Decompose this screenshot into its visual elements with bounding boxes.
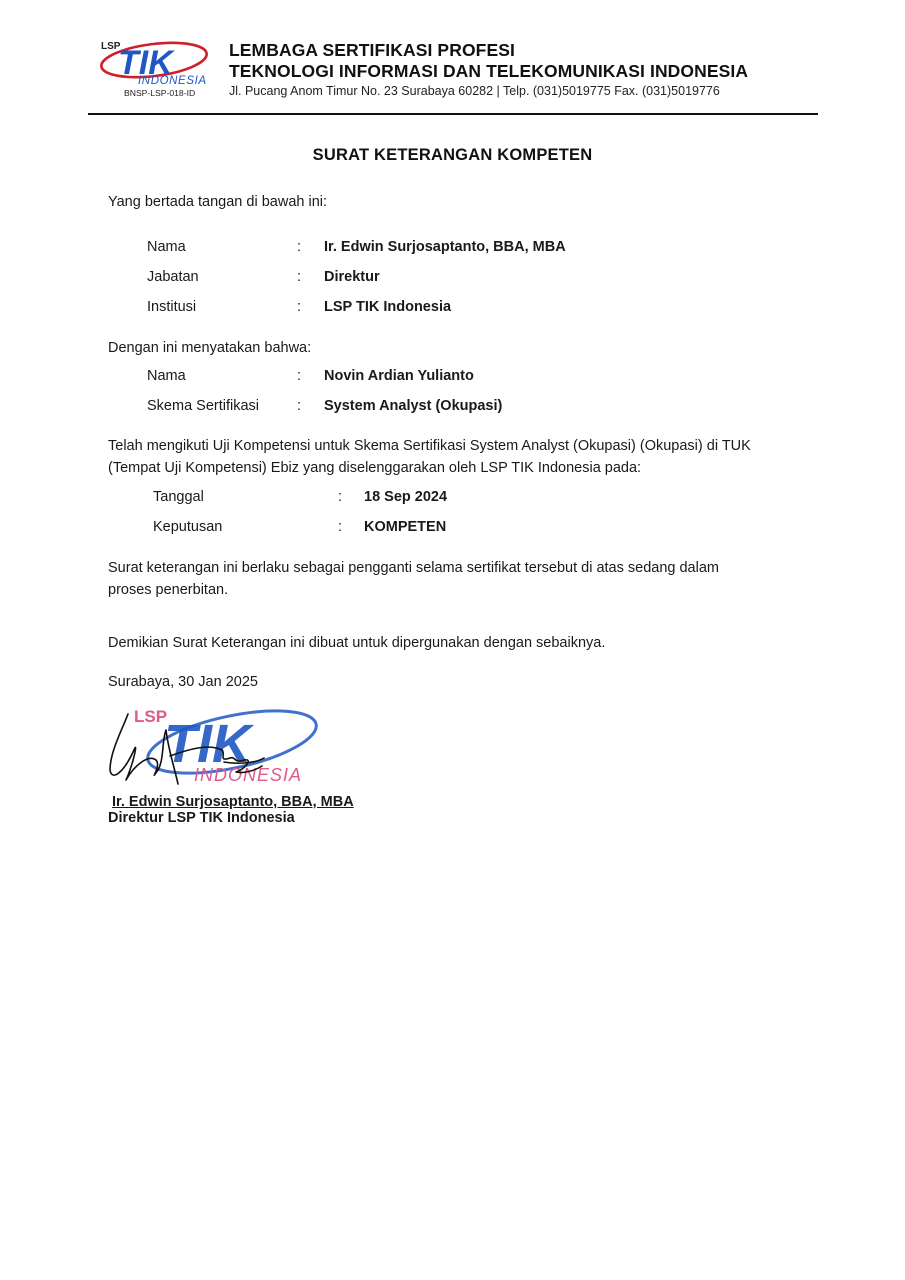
validity-paragraph bbox=[108, 557, 719, 601]
validity-paragraph-line2: proses penerbitan. bbox=[108, 582, 229, 598]
stamp-tik-text: TIK bbox=[164, 714, 251, 774]
exam-paragraph-line1: Telah mengikuti Uji Kompetensi untuk Skema Sertifikasi System Analyst (Okupasi) (Okupasi) di TUK bbox=[108, 438, 751, 454]
place-date: Surabaya, 30 Jan 2025 bbox=[108, 674, 258, 690]
row-colon: : bbox=[297, 239, 302, 255]
stamp-indonesia-text: INDONESIA bbox=[194, 765, 303, 785]
lsp-tik-logo bbox=[98, 36, 218, 102]
document-title: SURAT KETERANGAN KOMPETEN bbox=[312, 146, 593, 164]
signer-name: Ir. Edwin Surjosaptanto, BBA, MBA bbox=[112, 794, 354, 810]
signature-stamp bbox=[104, 700, 334, 798]
header-divider bbox=[88, 113, 818, 115]
org-address: Jl. Pucang Anom Timur No. 23 Surabaya 60282 | Telp. (031)5019775 Fax. (031)5019776 bbox=[229, 84, 720, 98]
logo-tik-text: TIK bbox=[118, 44, 173, 82]
row-label: Institusi bbox=[147, 299, 197, 315]
row-colon: : bbox=[297, 398, 302, 414]
logo-bnsp-code: BNSP-LSP-018-ID bbox=[124, 88, 196, 98]
exam-paragraph bbox=[108, 435, 751, 479]
row-label: Nama bbox=[147, 368, 186, 384]
org-name-line2: TEKNOLOGI INFORMASI DAN TELEKOMUNIKASI INDONESIA bbox=[229, 61, 749, 81]
organization-block bbox=[229, 40, 748, 99]
stamp-lsp-text: LSP bbox=[134, 707, 168, 726]
row-label: Keputusan bbox=[153, 519, 223, 535]
row-label: Nama bbox=[147, 239, 186, 255]
row-value: Novin Ardian Yulianto bbox=[324, 368, 474, 384]
statement-text: Dengan ini menyatakan bahwa: bbox=[108, 340, 312, 356]
logo-indonesia-text: INDONESIA bbox=[138, 75, 207, 87]
row-label: Tanggal bbox=[153, 489, 204, 505]
row-colon: : bbox=[297, 299, 302, 315]
row-value: LSP TIK Indonesia bbox=[324, 299, 452, 315]
intro-text: Yang bertada tangan di bawah ini: bbox=[108, 194, 328, 210]
validity-paragraph-line1: Surat keterangan ini berlaku sebagai pengganti selama sertifikat tersebut di atas sedang dalam bbox=[108, 560, 719, 576]
row-value: Ir. Edwin Surjosaptanto, BBA, MBA bbox=[324, 239, 566, 255]
signer-title: Direktur LSP TIK Indonesia bbox=[108, 810, 295, 826]
closing-text: Demikian Surat Keterangan ini dibuat untuk dipergunakan dengan sebaiknya. bbox=[108, 635, 606, 651]
row-colon: : bbox=[338, 489, 343, 505]
row-value: KOMPETEN bbox=[364, 519, 447, 535]
row-colon: : bbox=[338, 519, 343, 535]
exam-paragraph-line2: (Tempat Uji Kompetensi) Ebiz yang diselenggarakan oleh LSP TIK Indonesia pada: bbox=[108, 460, 642, 476]
row-value: Direktur bbox=[324, 269, 380, 285]
logo-lsp-text: LSP bbox=[101, 41, 121, 52]
org-name-line1: LEMBAGA SERTIFIKASI PROFESI bbox=[229, 40, 515, 60]
row-colon: : bbox=[297, 368, 302, 384]
row-label: Skema Sertifikasi bbox=[147, 398, 260, 414]
row-label: Jabatan bbox=[147, 269, 199, 285]
row-value: 18 Sep 2024 bbox=[364, 489, 448, 505]
row-colon: : bbox=[297, 269, 302, 285]
row-value: System Analyst (Okupasi) bbox=[324, 398, 503, 414]
